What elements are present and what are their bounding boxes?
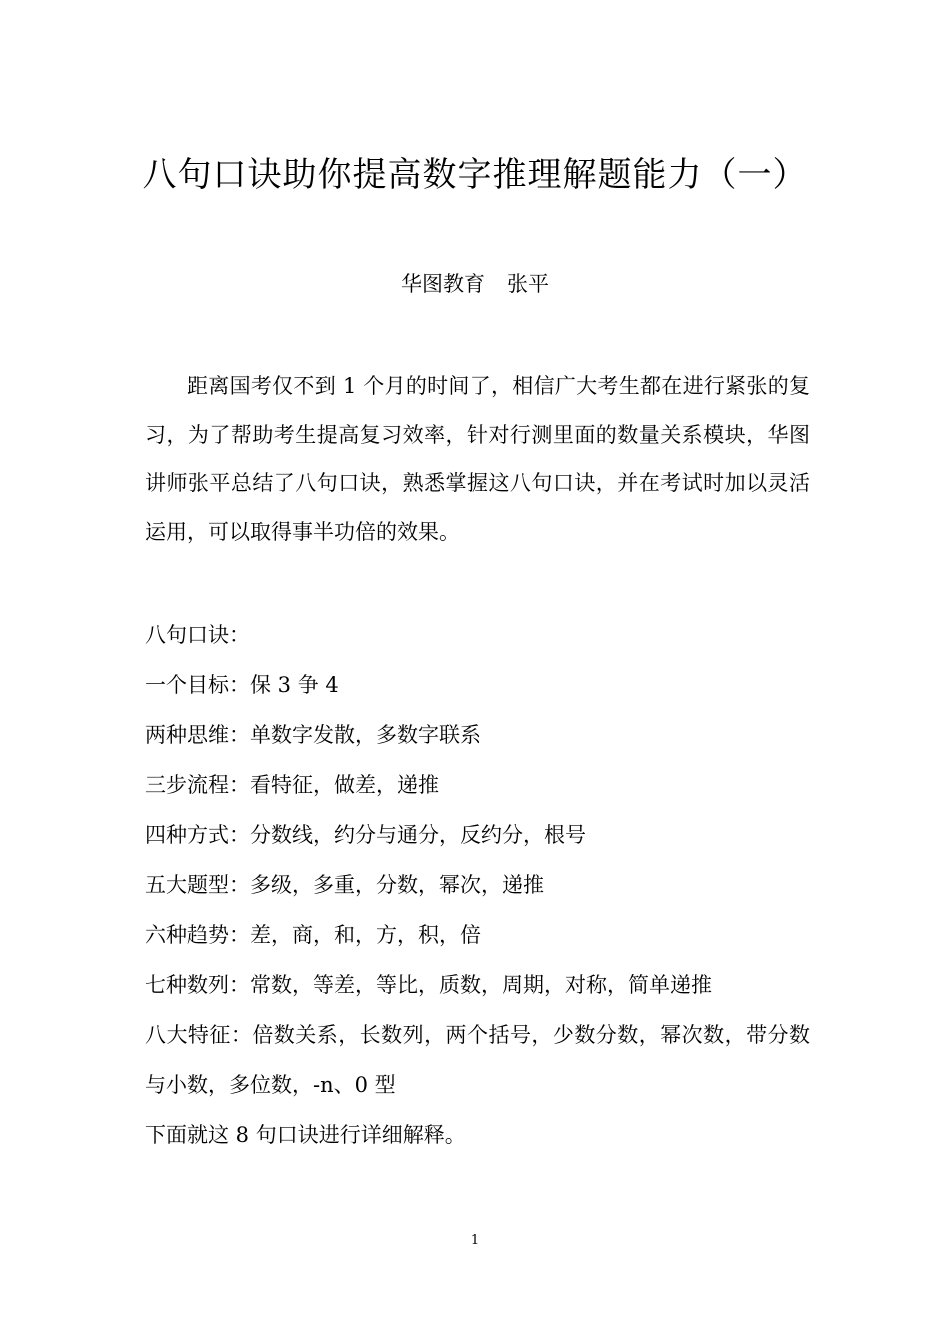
rule-item: [145, 960, 810, 1010]
intro-paragraph: 距离国考仅不到 1 个月的时间了，相信广大考生都在进行紧张的复习，为了帮助考生提高复习效率，针对行测里面的数量关系模块，华图讲师张平总结了八句口诀，熟悉掌握这八句口诀，并在考试时加以灵活运用，可以取得事半功倍的效果。: [145, 374, 810, 544]
document-title: 八句口诀助你提高数字推理解题能力（一）: [142, 155, 808, 195]
rule-separator: ：: [229, 973, 250, 997]
rule-text: 常数，等差，等比，质数，周期，对称，简单递推: [250, 973, 712, 997]
rule-text: 倍数关系，长数列，两个括号，少数分数，幂次数，带分数与小数，多位数，-n、0 型: [145, 1023, 811, 1097]
page-number: 1: [470, 1233, 480, 1248]
rule-label: 八大特征: [145, 1023, 231, 1047]
closing-line: 下面就这 8 句口诀进行详细解释。: [145, 1123, 466, 1147]
rule-item: [145, 910, 810, 960]
rule-item: [145, 860, 810, 910]
author-byline: [120, 268, 830, 300]
rule-text: 看特征，做差，递推: [250, 773, 439, 797]
author-organization: 华图教育: [401, 272, 485, 296]
rule-text: 分数线，约分与通分，反约分，根号: [250, 823, 586, 847]
rule-label: 三步流程: [145, 773, 229, 797]
rule-separator: ：: [230, 1023, 253, 1047]
rule-label: 两种思维: [145, 723, 229, 747]
rule-separator: ：: [229, 673, 250, 697]
rule-separator: ：: [229, 773, 250, 797]
section-heading: 八句口诀：: [145, 623, 250, 647]
rule-label: 七种数列: [145, 973, 229, 997]
rule-text: 单数字发散，多数字联系: [250, 723, 481, 747]
rule-item: [145, 710, 810, 760]
rule-label: 六种趋势: [145, 923, 229, 947]
rules-section: [145, 610, 810, 1160]
rule-label: 一个目标: [145, 673, 229, 697]
author-name: 张平: [507, 272, 549, 296]
rule-separator: ：: [229, 723, 250, 747]
rule-label: 四种方式: [145, 823, 229, 847]
rule-separator: ：: [229, 873, 250, 897]
rule-item: [145, 810, 810, 860]
rule-item: [145, 1010, 810, 1110]
rule-label: 五大题型: [145, 873, 229, 897]
rule-text: 差，商，和，方，积，倍: [250, 923, 481, 947]
rule-item: [145, 660, 810, 710]
rule-item: [145, 760, 810, 810]
rule-separator: ：: [229, 823, 250, 847]
rule-separator: ：: [229, 923, 250, 947]
rule-text: 保 3 争 4: [250, 673, 339, 697]
rule-text: 多级，多重，分数，幂次，递推: [250, 873, 544, 897]
